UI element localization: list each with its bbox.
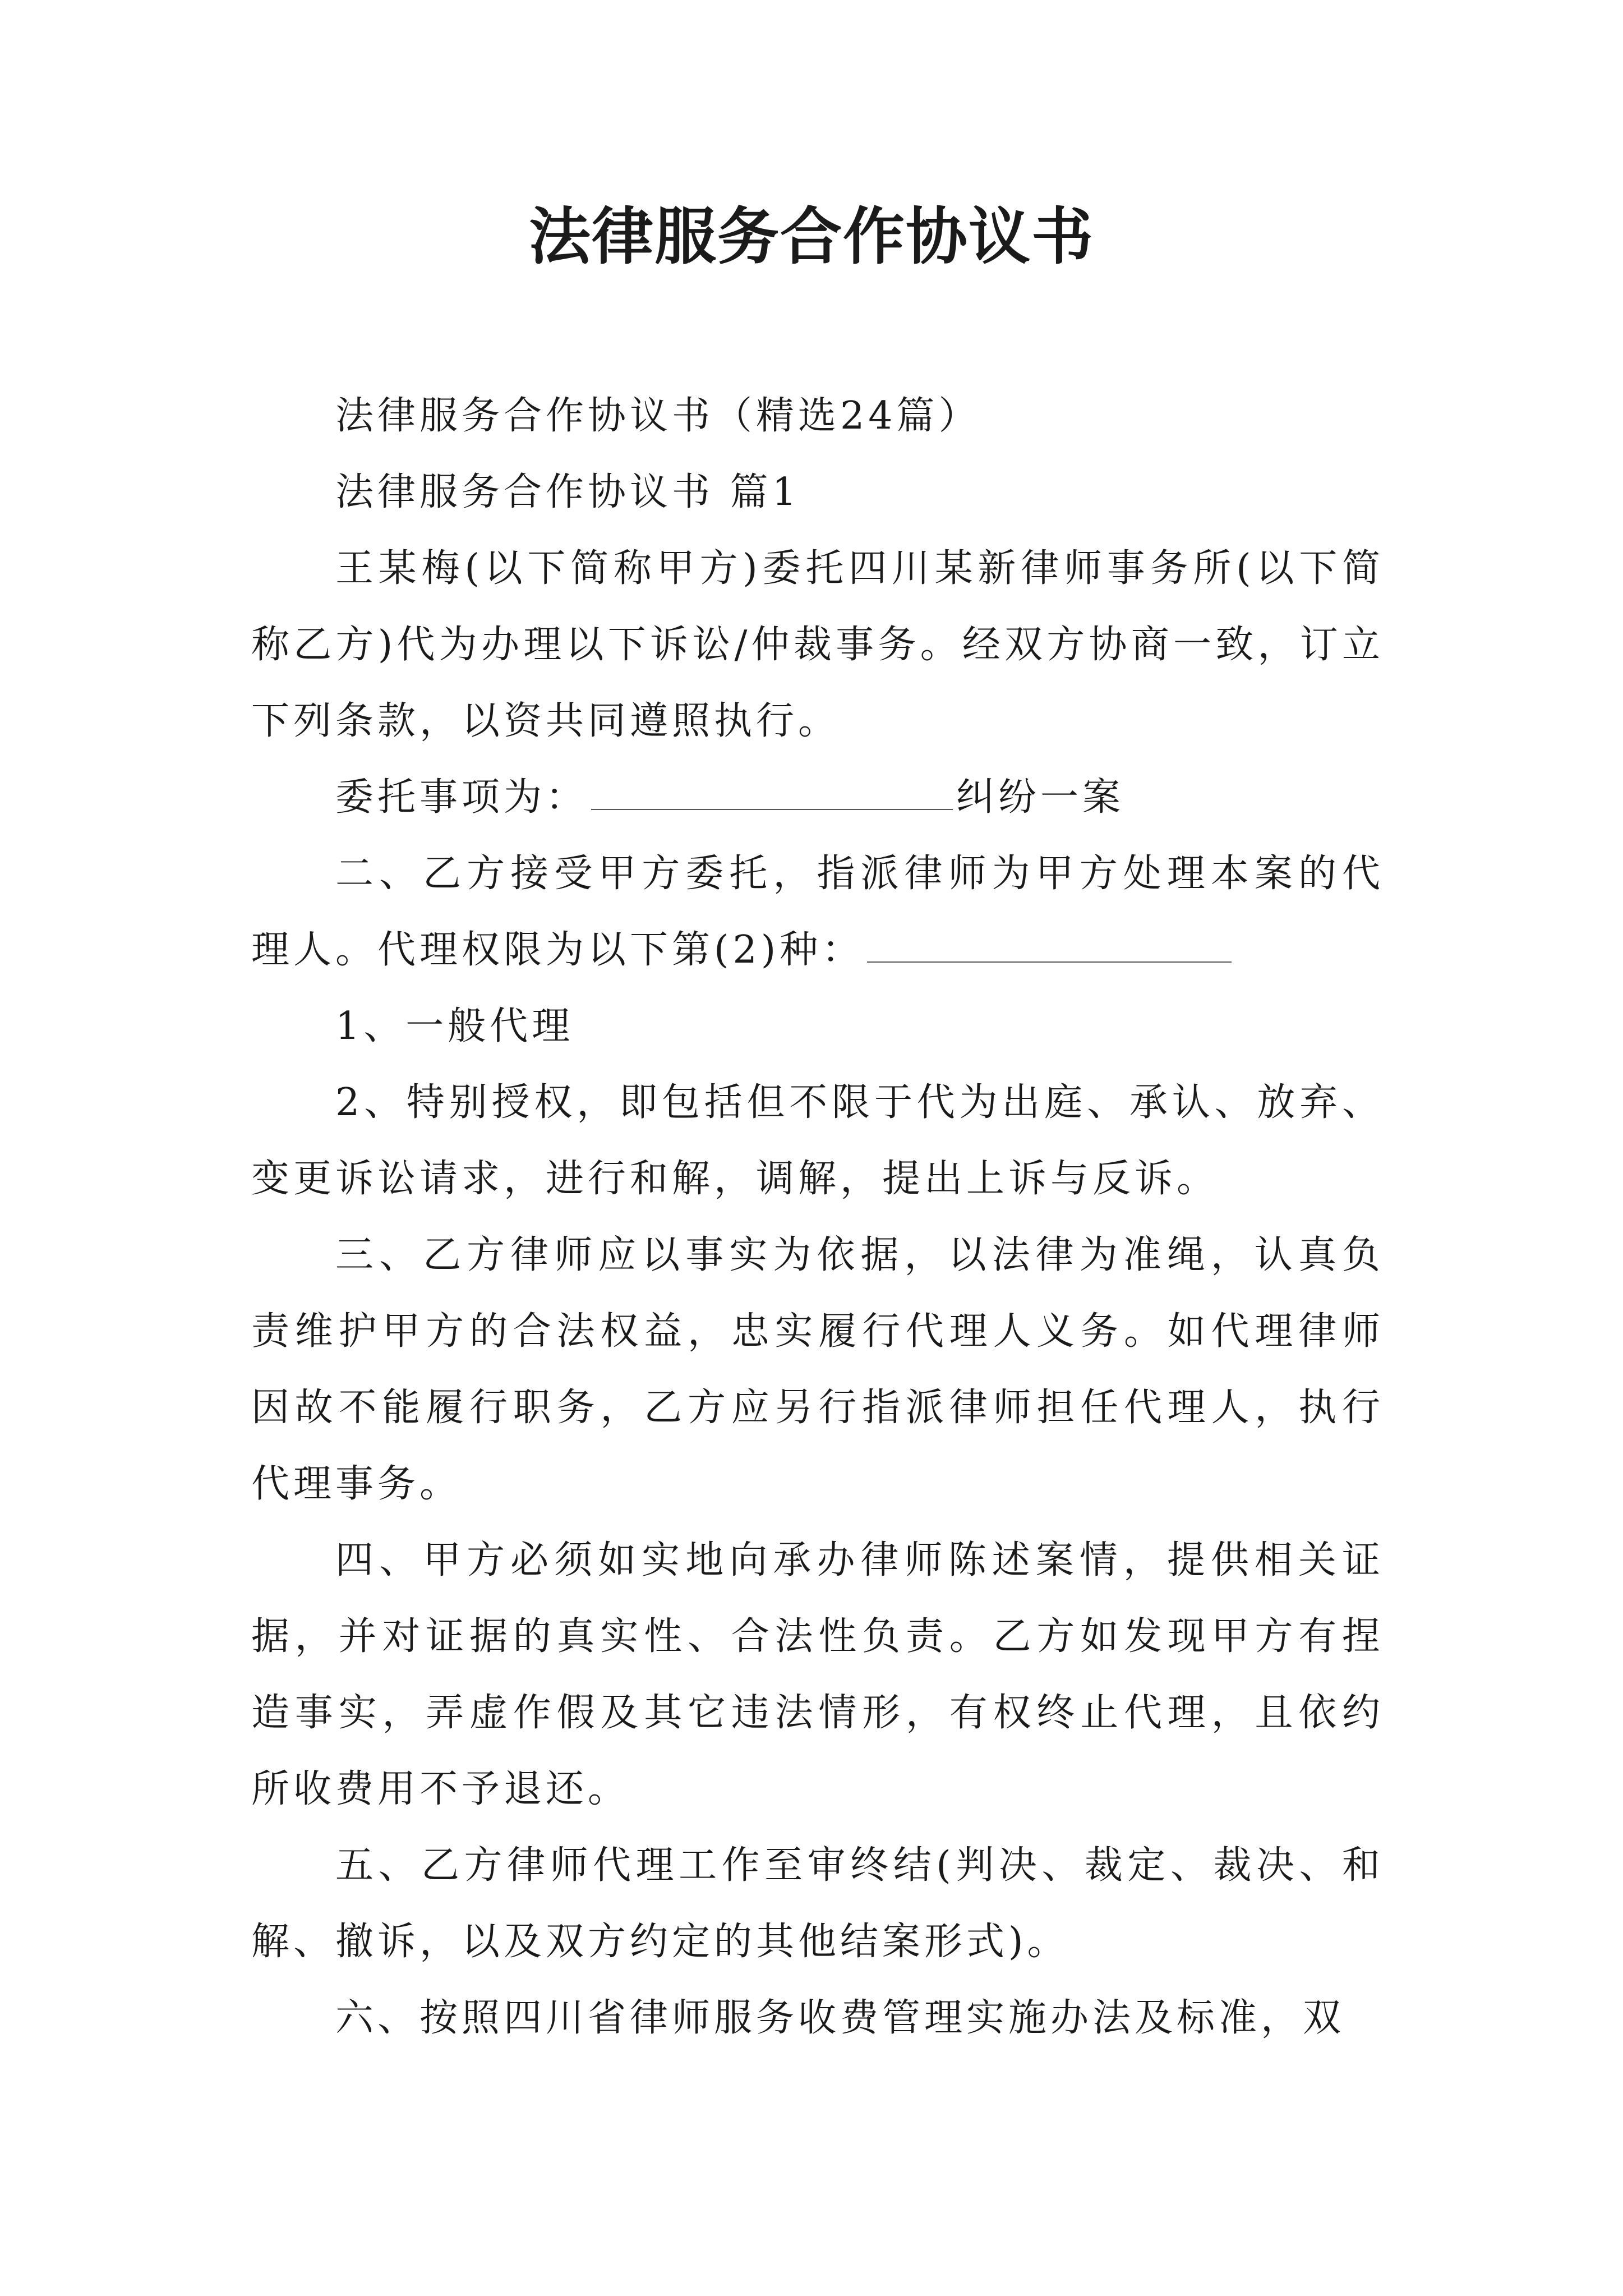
paragraph-entrusted-matter — [251, 760, 1384, 836]
paragraph-fees: 六、按照四川省律师服务收费管理实施办法及标准，双 — [335, 1996, 1345, 2040]
entrusted-matter-label: 委托事项为： — [335, 775, 588, 820]
entrusted-matter-blank — [591, 775, 953, 810]
agency-scope-blank — [867, 928, 1232, 963]
paragraph-agency-term: 五、乙方律师代理工作至审终结(判决、裁定、裁决、和解、撤诉，以及双方约定的其他结案形式)。 — [251, 1843, 1384, 1964]
agency-scope-text: 二、乙方接受甲方委托，指派律师为甲方处理本案的代理人。代理权限为以下第(2)种： — [251, 852, 1384, 972]
paragraph-special-authorization: 2、特别授权，即包括但不限于代为出庭、承认、放弃、变更诉讼请求，进行和解，调解，提出上诉与反诉。 — [251, 1080, 1384, 1201]
paragraph-general-agency: 1、一般代理 — [335, 1004, 574, 1048]
section-heading: 法律服务合作协议书 篇1 — [335, 470, 800, 514]
subtitle: 法律服务合作协议书（精选24篇） — [335, 394, 981, 438]
paragraph-agency-scope — [251, 836, 1384, 988]
document-body — [251, 378, 1384, 2056]
paragraph-lawyer-duties: 三、乙方律师应以事实为依据，以法律为准绳，认真负责维护甲方的合法权益，忠实履行代理人义务。如代理律师因故不能履行职务，乙方应另行指派律师担任代理人，执行代理事务。 — [251, 1233, 1384, 1506]
paragraph-parties: 王某梅(以下简称甲方)委托四川某新律师事务所(以下简称乙方)代为办理以下诉讼/仲裁事务。经双方协商一致，订立下列条款，以资共同遵照执行。 — [251, 546, 1384, 743]
entrusted-matter-suffix: 纠纷一案 — [956, 775, 1125, 820]
paragraph-client-obligations: 四、甲方必须如实地向承办律师陈述案情，提供相关证据，并对证据的真实性、合法性负责。乙方如发现甲方有捏造事实，弄虚作假及其它违法情形，有权终止代理，且依约所收费用不予退还。 — [251, 1538, 1384, 1811]
document-title: 法律服务合作协议书 — [529, 201, 1094, 273]
